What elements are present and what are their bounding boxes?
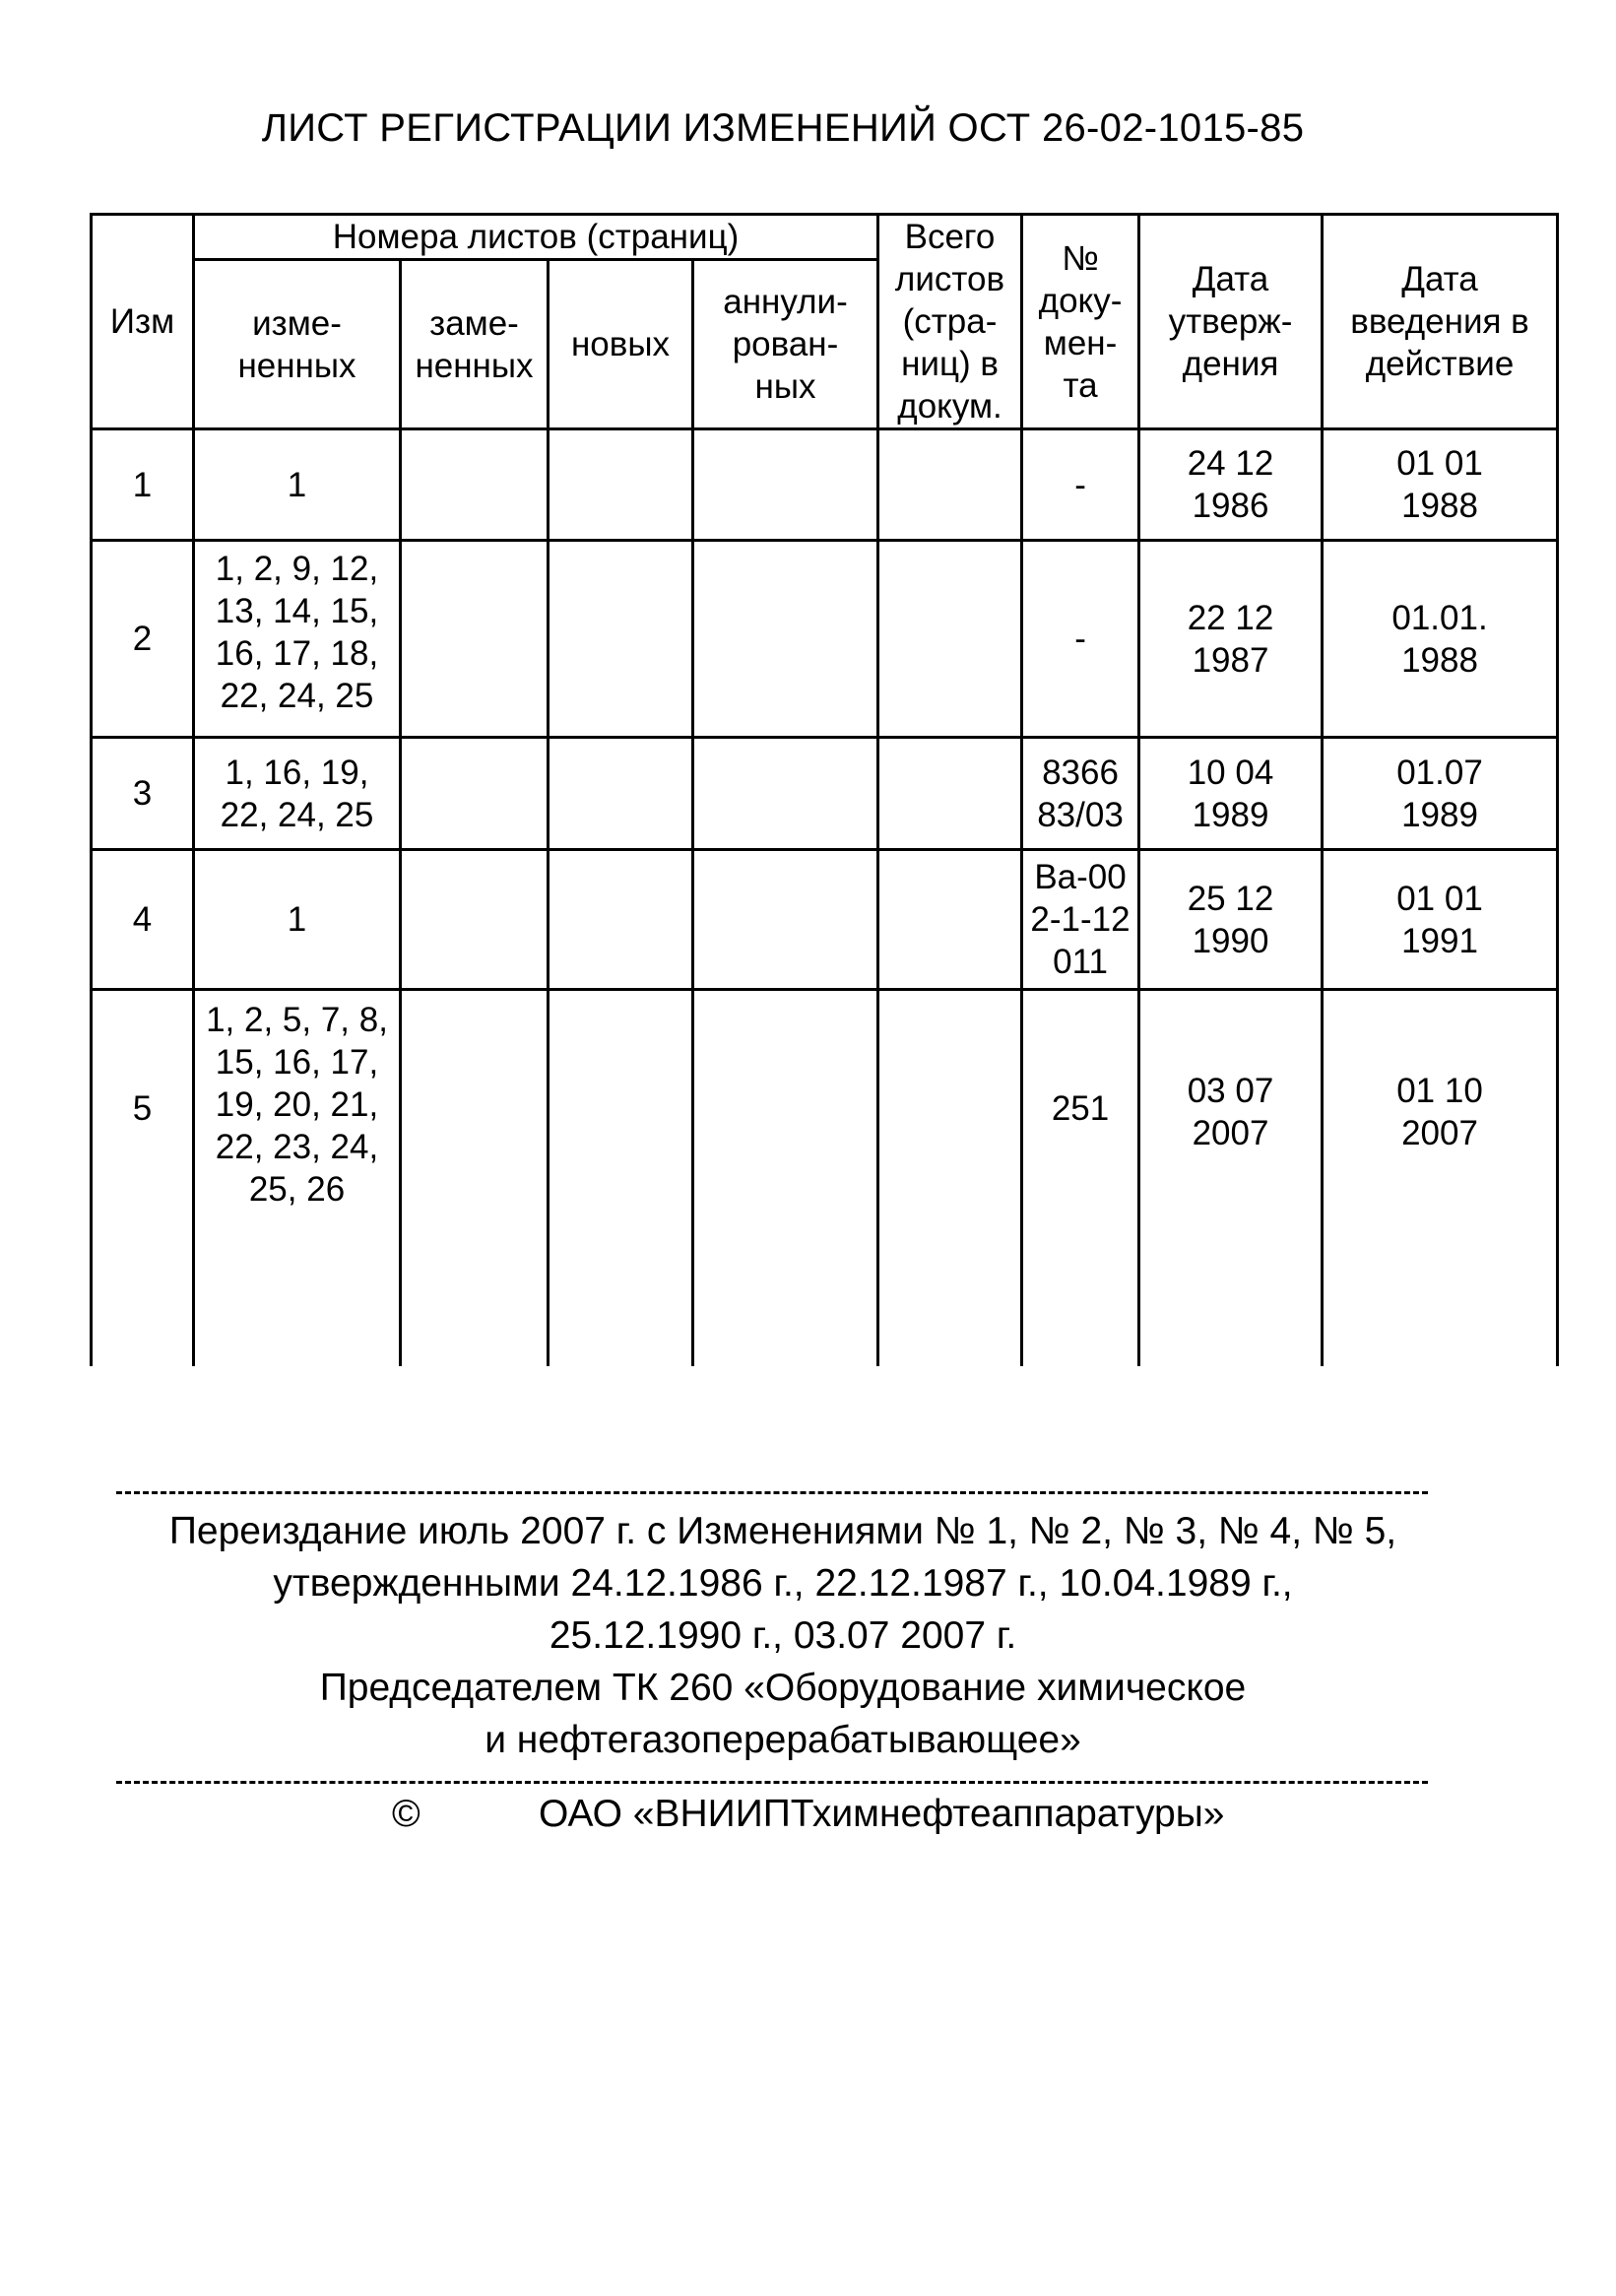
header-sheet-numbers: Номера листов (страниц) [194,215,878,260]
reissue-note-line: Переиздание июль 2007 г. с Изменениями № 1, № 2, № 3, № 4, № 5, [168,1510,1397,1552]
cell-approval-date: 22 12 1987 [1139,541,1323,738]
cell-total [878,738,1022,850]
header-document-number: № доку- мен- та [1022,215,1139,429]
reissue-note [0,1505,1566,1766]
cell-izm: 1 [92,429,194,541]
header-total-sheets: Всего листов (стра- ниц) в докум. [878,215,1022,429]
cell-izm: 2 [92,541,194,738]
cell-new [549,850,693,990]
cell-replaced [401,429,549,541]
cell-approval-date: 25 12 1990 [1139,850,1323,990]
cell-changed: 1 [194,850,401,990]
cell-effective-date: 01 10 2007 [1323,990,1558,1366]
change-registration-table [90,213,1559,1366]
header-izm: Изм [92,215,194,429]
cell-new [549,990,693,1366]
cell-replaced [401,541,549,738]
reissue-note-line: утвержденными 24.12.1986 г., 22.12.1987 г., 10.04.1989 г., [273,1562,1293,1605]
cell-approval-date: 24 12 1986 [1139,429,1323,541]
copyright-icon: © [392,1793,420,1835]
copyright-line [0,1793,1616,1848]
dashed-separator-bottom [116,1781,1428,1784]
cell-cancelled [693,429,878,541]
header-approval-date: Дата утверж- дения [1139,215,1323,429]
cell-izm: 4 [92,850,194,990]
header-effective-date: Дата введения в действие [1323,215,1558,429]
page-title: ЛИСТ РЕГИСТРАЦИИ ИЗМЕНЕНИЙ ОСТ 26-02-1015-85 [261,106,1305,150]
cell-total [878,541,1022,738]
cell-doc-no: Ва-00 2-1-12 011 [1022,850,1139,990]
cell-doc-no: - [1022,541,1139,738]
cell-total [878,429,1022,541]
header-replaced: заме- ненных [401,260,549,429]
cell-total [878,850,1022,990]
cell-new [549,429,693,541]
cell-cancelled [693,541,878,738]
cell-changed: 1, 16, 19, 22, 24, 25 [194,738,401,850]
cell-effective-date: 01.01. 1988 [1323,541,1558,738]
cell-approval-date: 10 04 1989 [1139,738,1323,850]
cell-effective-date: 01 01 1991 [1323,850,1558,990]
cell-cancelled [693,850,878,990]
table-row [92,541,1558,738]
table-row [92,429,1558,541]
cell-changed: 1, 2, 5, 7, 8, 15, 16, 17, 19, 20, 21, 22, 23, 24, 25, 26 [194,990,401,1366]
cell-replaced [401,990,549,1366]
cell-replaced [401,850,549,990]
cell-cancelled [693,990,878,1366]
header-cancelled: аннули- рован- ных [693,260,878,429]
cell-cancelled [693,738,878,850]
header-changed: изме- ненных [194,260,401,429]
cell-new [549,738,693,850]
cell-izm: 3 [92,738,194,850]
cell-approval-date: 03 07 2007 [1139,990,1323,1366]
dashed-separator-top [116,1491,1428,1494]
header-new: новых [549,260,693,429]
cell-effective-date: 01 01 1988 [1323,429,1558,541]
cell-replaced [401,738,549,850]
table-row [92,738,1558,850]
cell-doc-no: - [1022,429,1139,541]
reissue-note-line: и нефтегазоперерабатывающее» [485,1719,1081,1761]
cell-izm: 5 [92,990,194,1366]
reissue-note-line: 25.12.1990 г., 03.07 2007 г. [549,1614,1017,1657]
table-row [92,850,1558,990]
cell-total [878,990,1022,1366]
cell-new [549,541,693,738]
cell-changed: 1, 2, 9, 12, 13, 14, 15, 16, 17, 18, 22, 24, 25 [194,541,401,738]
cell-effective-date: 01.07 1989 [1323,738,1558,850]
cell-changed: 1 [194,429,401,541]
table-row [92,990,1558,1366]
reissue-note-line: Председателем ТК 260 «Оборудование химическое [319,1667,1247,1709]
publisher-name: ОАО «ВНИИПТхимнефтеаппаратуры» [539,1793,1225,1835]
cell-doc-no: 251 [1022,990,1139,1366]
cell-doc-no: 8366 83/03 [1022,738,1139,850]
